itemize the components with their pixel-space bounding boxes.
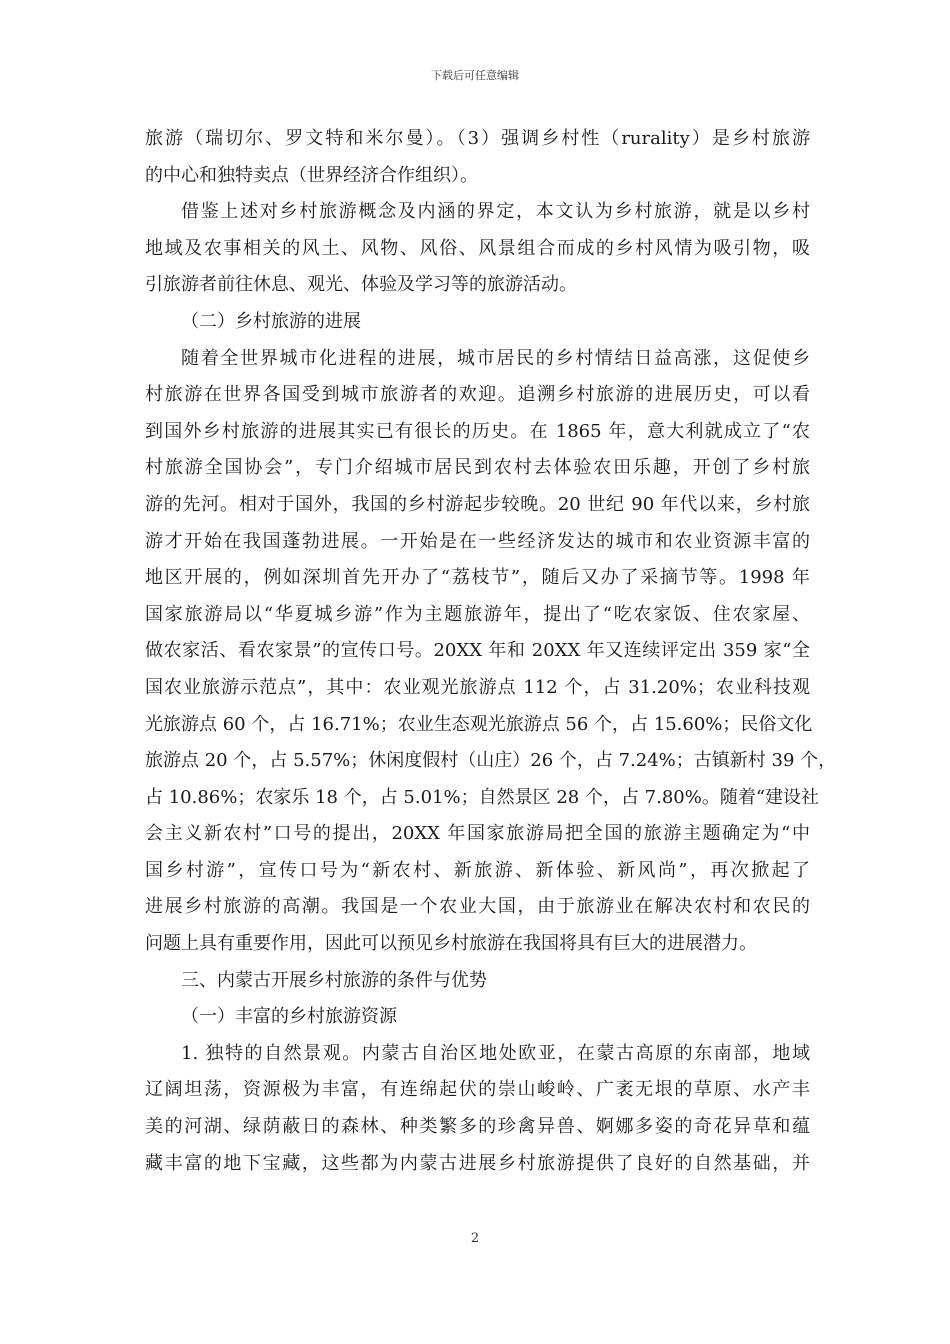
text-line: 会主义新农村”口号的提出，20XX 年国家旅游局把全国的旅游主题确定为“中 [145,823,810,845]
text-line: 国农业旅游示范点”，其中：农业观光旅游点 112 个，占 31.20%；农业科技观 [145,676,810,698]
section-heading: 三、内蒙古开展乡村旅游的条件与优势 [181,969,487,991]
text-line: 做农家活、看农家景”的宣传口号。20XX 年和 20XX 年又连续评定出 359 家“全 [145,640,810,662]
text-line: 地域及农事相关的风土、风物、风俗、风景组合而成的乡村风情为吸引物，吸 [145,237,810,259]
text-line: 到国外乡村旅游的进展其实已有很长的历史。在 1865 年，意大利就成立了“农 [145,420,810,442]
section-heading: （二）乡村旅游的进展 [181,310,361,332]
page-number: 2 [470,1231,480,1246]
page-header: 下载后可任意编辑 [431,69,519,82]
text-line: 辽阔坦荡，资源极为丰富，有连绵起伏的崇山峻岭、广袤无垠的草原、水产丰 [145,1079,810,1101]
text-line: 游才开始在我国蓬勃进展。一开始是在一些经济发达的城市和农业资源丰富的 [145,530,810,552]
text-line: 随着全世界城市化进程的进展，城市居民的乡村情结日益高涨，这促使乡 [181,347,810,369]
body-text [145,121,837,1182]
text-line: 1. 独特的自然景观。内蒙古自治区地处欧亚，在蒙古高原的东南部，地域 [181,1042,810,1064]
text-line: 光旅游点 60 个，占 16.71%；农业生态观光旅游点 56 个，占 15.60%；民俗文化 [145,713,813,735]
text-line: 国乡村游”，宣传口号为“新农村、新旅游、新体验、新风尚”，再次掀起了 [145,859,810,881]
text-line: 国家旅游局以“华夏城乡游”作为主题旅游年，提出了“吃农家饭、住农家屋、 [145,603,810,625]
text-line: 引旅游者前往休息、观光、体验及学习等的旅游活动。 [145,274,577,296]
text-line: 占 10.86%；农家乐 18 个，占 5.01%；自然景区 28 个，占 7.80%。随着“建设社 [145,786,820,808]
section-heading: （一）丰富的乡村旅游资源 [181,1006,397,1028]
text-line: 问题上具有重要作用，因此可以预见乡村旅游在我国将具有巨大的进展潜力。 [145,933,757,955]
text-line: 美的河湖、绿荫蔽日的森林、种类繁多的珍禽异兽、婀娜多姿的奇花异草和蕴 [145,1116,810,1138]
text-line: 藏丰富的地下宝藏，这些都为内蒙古进展乡村旅游提供了良好的自然基础，并 [145,1152,810,1174]
text-line: 地区开展的，例如深圳首先开办了“荔枝节”，随后又办了采摘节等。1998 年 [145,567,810,589]
text-line: 旅游（瑞切尔、罗文特和米尔曼）。（3）强调乡村性（rurality）是乡村旅游 [145,128,810,149]
text-line: 村旅游在世界各国受到城市旅游者的欢迎。追溯乡村旅游的进展历史，可以看 [145,384,810,406]
text-line: 游的先河。相对于国外，我国的乡村游起步较晚。20 世纪 90 年代以来，乡村旅 [145,493,810,515]
text-line: 村旅游全国协会”，专门介绍城市居民到农村去体验农田乐趣，开创了乡村旅 [145,457,810,479]
text-line: 的中心和独特卖点（世界经济合作组织）。 [145,164,478,186]
text-line: 借鉴上述对乡村旅游概念及内涵的界定，本文认为乡村旅游，就是以乡村 [181,201,810,223]
text-line: 旅游点 20 个，占 5.57%；休闲度假村（山庄）26 个，占 7.24%；古镇新村 39 个， [145,750,837,772]
text-line: 进展乡村旅游的高潮。我国是一个农业大国，由于旅游业在解决农村和农民的 [145,896,810,918]
